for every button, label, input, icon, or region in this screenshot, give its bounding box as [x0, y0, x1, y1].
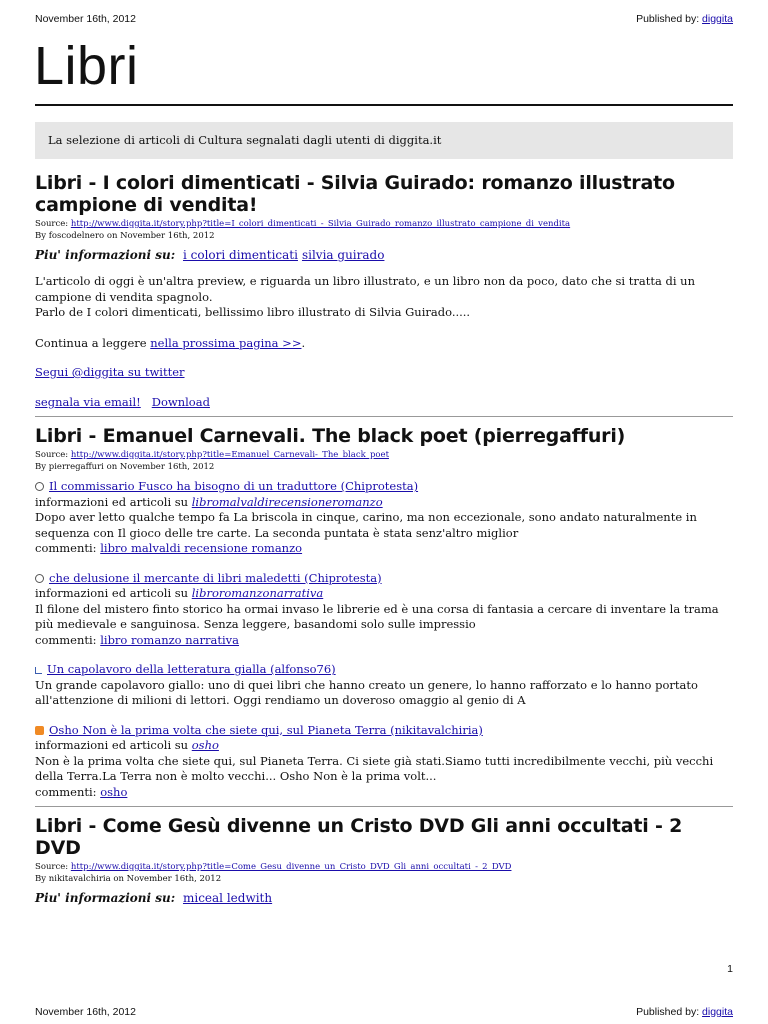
blog-icon — [35, 667, 42, 674]
tag-link[interactable]: silvia guirado — [301, 248, 385, 262]
article-source: Source: http://www.diggita.it/story.php?title=Come_Gesu_divenne_un_Cristo_DVD_Gli_anni_occultati_-_2_DVD — [35, 862, 512, 872]
continue-line: Continua a leggere nella prossima pagina >>. — [35, 335, 306, 350]
intro-text: La selezione di articoli di Cultura segnalati dagli utenti di diggita.it — [48, 133, 442, 147]
feed-item: Il commissario Fusco ha bisogno di un traduttore (Chiprotesta) informazioni ed articoli su libromalvaldirecensioneromanzo Dopo aver letto qualche tempo fa La briscola in cinque, carino, ma non eccezionale, sono andato naturalmente in sequenza con Il gioco delle tre carte. La seconda puntata è stata senz'altro miglior commenti: libro malvaldi recensione romanzo — [35, 479, 733, 557]
comments-link[interactable]: libro romanzo narrativa — [100, 632, 240, 647]
article-byline: By pierregaffuri on November 16th, 2012 — [35, 462, 215, 472]
feed-link[interactable]: che delusione il mercante di libri maledetti (Chiprotesta) — [49, 570, 382, 585]
feed-text: Un grande capolavoro giallo: uno di quei libri che hanno creato un genere, lo hanno rafforzato e lo hanno portato all'attenzione di milioni di lettori. Oggi rendiamo un doveroso omaggio al genio di A — [35, 677, 698, 707]
info-link[interactable]: libromalvaldirecensioneromanzo — [191, 494, 383, 509]
article — [35, 172, 733, 410]
published-label: Published by: — [636, 13, 700, 25]
copyright-icon — [35, 574, 44, 583]
header-date: November 16th, 2012 — [35, 13, 136, 25]
article — [35, 425, 733, 800]
feed-text: Non è la prima volta che siete qui, sul Pianeta Terra. Ci siete già stati.Siamo tutti incredibilmente vecchi, più vecchi della Terra.La Terra non è molto vecchi... Osho Non è la prima volt... — [35, 753, 714, 783]
page-header — [35, 13, 733, 27]
more-info — [35, 248, 733, 262]
page-title: Libri — [34, 36, 139, 96]
article-byline: By foscodelnero on November 16th, 2012 — [35, 231, 215, 241]
footer-publisher — [636, 1006, 733, 1018]
info-link[interactable]: osho — [191, 738, 219, 752]
intro-box — [35, 122, 733, 159]
more-info-label: Piu' informazioni su: — [35, 248, 176, 262]
article-source: Source: http://www.diggita.it/story.php?title=Emanuel_Carnevali-_The_black_poet — [35, 450, 389, 460]
info-link[interactable]: libroromanzonarrativa — [191, 586, 324, 600]
article-title: Libri - I colori dimenticati - Silvia Guirado: romanzo illustrato campione di vendita! — [35, 172, 675, 216]
feed-item — [35, 662, 733, 709]
page-number: 1 — [727, 963, 733, 975]
more-info — [35, 891, 733, 905]
article-paragraph: L'articolo di oggi è un'altra preview, e riguarda un libro illustrato, e un libro non da poco, dato che si tratta di un campione di vendita spagnolo. — [35, 274, 695, 304]
feed-item: che delusione il mercante di libri maledetti (Chiprotesta) informazioni ed articoli su libroromanzonarrativa Il filone del mistero finto storico ha ormai invaso le librerie ed è una corsa di fantasia a cercare di inventare la trama più medievale e sanguinosa. Senza leggere, basandomi solo sulle impressio commenti: libro romanzo narrativa — [35, 571, 733, 649]
article-paragraph: Parlo de I colori dimenticati, bellissimo libro illustrato di Silvia Guirado..... — [35, 305, 471, 319]
page-footer — [35, 1006, 733, 1020]
articles-list — [35, 172, 733, 905]
feed-text: Dopo aver letto qualche tempo fa La briscola in cinque, carino, ma non eccezionale, sono andato naturalmente in sequenza con Il gioco delle tre carte. La seconda puntata è stata senz'altro miglior — [35, 510, 697, 540]
source-link[interactable]: http://www.diggita.it/story.php?title=Come_Gesu_divenne_un_Cristo_DVD_Gli_anni_occultati_-_2_DVD — [70, 862, 512, 872]
email-link[interactable]: segnala via email! — [35, 394, 141, 409]
download-link[interactable]: Download — [151, 394, 210, 409]
feed-item: Osho Non è la prima volta che siete qui, sul Pianeta Terra (nikitavalchiria) informazioni ed articoli su osho Non è la prima volta che siete qui, sul Pianeta Terra. Ci siete già stati.Siamo tutti incredibilmente vecchi, più vecchi della Terra.La Terra non è molto vecchi... Osho Non è la prima volt... commenti: osho — [35, 723, 733, 801]
more-info-label: Piu' informazioni su: — [35, 891, 176, 905]
rss-icon — [35, 726, 44, 735]
article-divider — [35, 806, 733, 807]
published-label: Published by: — [636, 1006, 700, 1018]
continue-link[interactable]: nella prossima pagina >> — [150, 335, 302, 350]
article-source: Source: http://www.diggita.it/story.php?title=I_colori_dimenticati_-_Silvia_Guirado_romanzo_illustrato_campione_di_vendita — [35, 219, 571, 229]
feed-text: Il filone del mistero finto storico ha ormai invaso le librerie ed è una corsa di fantasia a cercare di inventare la trama più medievale e sanguinosa. Senza leggere, basandomi solo sulle impressio — [35, 601, 719, 631]
footer-date: November 16th, 2012 — [35, 1006, 136, 1018]
article-title: Libri - Come Gesù divenne un Cristo DVD Gli anni occultati - 2 DVD — [35, 815, 683, 859]
feed-link[interactable]: Il commissario Fusco ha bisogno di un traduttore (Chiprotesta) — [49, 479, 419, 493]
article — [35, 815, 733, 905]
feed-link[interactable]: Un capolavoro della letteratura gialla (alfonso76) — [47, 662, 336, 676]
title-divider — [35, 104, 733, 106]
article-divider — [35, 416, 733, 417]
tag-link[interactable]: i colori dimenticati — [182, 248, 298, 262]
publisher-link[interactable]: diggita — [702, 1006, 733, 1018]
twitter-follow-link[interactable]: Segui @diggita su twitter — [35, 365, 185, 379]
source-link[interactable]: http://www.diggita.it/story.php?title=Emanuel_Carnevali-_The_black_poet — [70, 450, 389, 460]
publisher-link[interactable]: diggita — [702, 13, 733, 25]
article-title: Libri - Emanuel Carnevali. The black poet (pierregaffuri) — [35, 425, 626, 447]
comments-link[interactable]: osho — [100, 784, 128, 799]
comments-link[interactable]: libro malvaldi recensione romanzo — [100, 541, 303, 555]
feed-link[interactable]: Osho Non è la prima volta che siete qui, sul Pianeta Terra (nikitavalchiria) — [49, 722, 483, 737]
article-body — [35, 274, 733, 410]
copyright-icon — [35, 482, 44, 491]
header-publisher — [636, 13, 733, 25]
source-link[interactable]: http://www.diggita.it/story.php?title=I_colori_dimenticati_-_Silvia_Guirado_romanzo_illustrato_campione_di_vendita — [70, 219, 571, 229]
article-byline: By nikitavalchiria on November 16th, 2012 — [35, 874, 222, 884]
tag-link[interactable]: miceal ledwith — [182, 891, 273, 905]
